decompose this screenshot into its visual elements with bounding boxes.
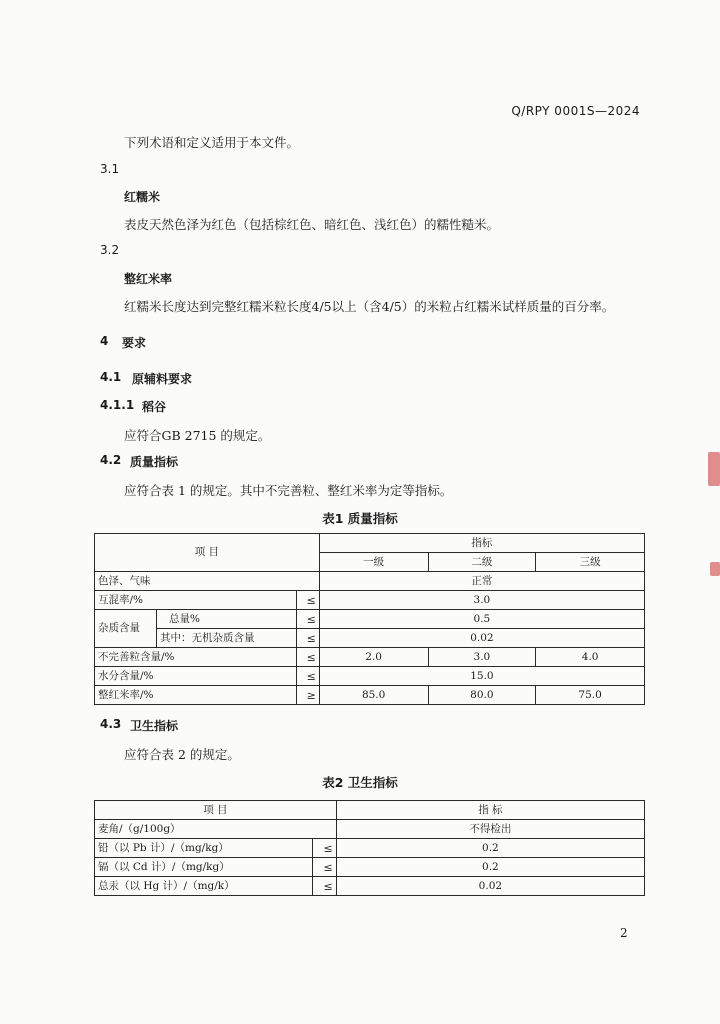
grade-cell: 一级: [319, 553, 428, 572]
operator-cell: ≥: [296, 686, 319, 705]
section-number: 4.1.1: [100, 398, 135, 412]
section-text: 应符合表 2 的规定。: [124, 747, 240, 762]
header-index: 指 标: [336, 801, 644, 820]
header-item: 项 目: [95, 801, 337, 820]
row-label: 镉（以 Cd 计）/（mg/kg）: [95, 858, 313, 877]
table-row: [95, 629, 645, 648]
value-cell: 3.0: [428, 648, 536, 667]
section-title: 稻谷: [142, 400, 167, 414]
table-row: [95, 686, 645, 705]
grade-cell: 三级: [536, 553, 645, 572]
table-row: [95, 572, 645, 591]
row-label: 总汞（以 Hg 计）/（mg/k）: [95, 877, 313, 896]
value-cell: 75.0: [536, 686, 645, 705]
section-number: 4.2: [100, 453, 122, 467]
value-cell: 0.02: [319, 629, 644, 648]
term-definition: 红糯米长度达到完整红糯米粒长度4/5以上（含4/5）的米粒占红糯米试样质量的百分率。: [124, 299, 615, 314]
section-title: 质量指标: [130, 455, 179, 469]
value-cell: 0.02: [336, 877, 644, 896]
section-title: 要求: [122, 336, 147, 350]
row-label: 水分含量/%: [95, 667, 297, 686]
section-title: 卫生指标: [130, 719, 179, 733]
table-row: [95, 648, 645, 667]
row-label: 互混率/%: [95, 591, 297, 610]
terms-intro: 下列术语和定义适用于本文件。: [124, 135, 300, 150]
value-cell: 2.0: [319, 648, 428, 667]
operator-cell: ≤: [312, 858, 336, 877]
table-header-row: [95, 801, 645, 820]
value-cell: 3.0: [319, 591, 644, 610]
table-caption: 表2 卫生指标: [322, 775, 398, 790]
table-row: [95, 591, 645, 610]
row-label: 整红米率/%: [95, 686, 297, 705]
operator-cell: ≤: [312, 839, 336, 858]
operator-cell: ≤: [296, 629, 319, 648]
operator-cell: ≤: [296, 648, 319, 667]
stamp-mark: [708, 452, 720, 486]
section-number: 4.1: [100, 370, 122, 384]
value-cell: 0.2: [336, 858, 644, 877]
standard-code: Q/RPY 0001S—2024: [511, 104, 640, 118]
term-definition: 表皮天然色泽为红色（包括棕红色、暗红色、浅红色）的糯性糙米。: [124, 217, 500, 232]
operator-cell: ≤: [296, 610, 319, 629]
operator-cell: ≤: [296, 667, 319, 686]
header-item: 项 目: [95, 534, 320, 572]
section-text: 应符合表 1 的规定。其中不完善粒、整红米率为定等指标。: [124, 483, 453, 498]
table-caption: 表1 质量指标: [322, 511, 398, 526]
table-row: [95, 858, 645, 877]
row-label: 麦角/（g/100g）: [95, 820, 337, 839]
row-label: 铅（以 Pb 计）/（mg/kg）: [95, 839, 313, 858]
sub-row-label: 总量%: [156, 610, 296, 629]
section-number: 4: [100, 334, 109, 348]
value-cell: 80.0: [428, 686, 536, 705]
stamp-mark: [710, 562, 720, 576]
value-cell: 15.0: [319, 667, 644, 686]
term-title: 红糯米: [124, 190, 161, 204]
term-number: 3.1: [100, 162, 120, 176]
table-row: [95, 877, 645, 896]
sub-row-label: 其中：无机杂质含量: [156, 629, 296, 648]
operator-cell: ≤: [296, 591, 319, 610]
value-cell: 4.0: [536, 648, 645, 667]
quality-table: [94, 533, 645, 705]
row-label: 不完善粒含量/%: [95, 648, 297, 667]
table-row: [95, 839, 645, 858]
value-cell: 不得检出: [336, 820, 644, 839]
value-cell: 0.5: [319, 610, 644, 629]
section-text: 应符合GB 2715 的规定。: [124, 428, 271, 443]
hygiene-table: [94, 800, 645, 896]
value-cell: 85.0: [319, 686, 428, 705]
grade-cell: 二级: [428, 553, 536, 572]
term-number: 3.2: [100, 243, 120, 257]
section-number: 4.3: [100, 717, 122, 731]
term-title: 整红米率: [124, 272, 173, 286]
section-title: 原辅料要求: [132, 372, 193, 386]
value-cell: 正常: [319, 572, 644, 591]
operator-cell: ≤: [312, 877, 336, 896]
table-header-row: [95, 534, 645, 553]
table-row: [95, 610, 645, 629]
page-number: 2: [620, 926, 628, 940]
table-row: [95, 820, 645, 839]
header-index: 指标: [319, 534, 644, 553]
value-cell: 0.2: [336, 839, 644, 858]
row-label: 色泽、气味: [95, 572, 320, 591]
table-row: [95, 667, 645, 686]
row-label: 杂质含量: [95, 610, 157, 648]
